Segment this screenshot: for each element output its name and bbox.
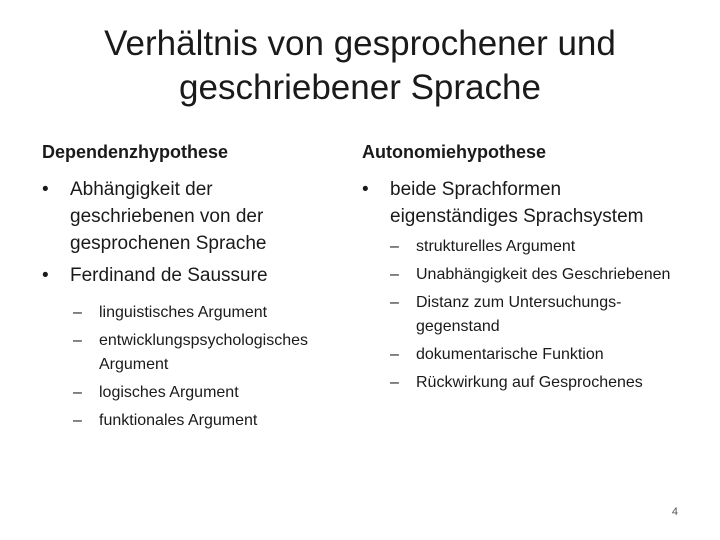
sub-bullet-item [67, 381, 342, 405]
bullet-point: • [42, 265, 49, 286]
bullet-item [42, 176, 342, 257]
bullet-text: Abhängigkeit der geschriebenen von der gesprochenen Sprache [70, 179, 267, 254]
autonomy-hypothesis-heading: Autonomiehypothese [362, 142, 547, 162]
sub-bullet-item [67, 409, 342, 433]
bullet-item [42, 262, 342, 289]
dash-marker: – [73, 384, 82, 401]
autonomy-hypothesis-column [362, 140, 692, 399]
dash-marker: – [390, 346, 399, 363]
sub-bullet-text: linguistisches Argument [99, 304, 268, 321]
sub-bullet-text: entwicklungspsychologisches Argument [99, 332, 308, 373]
dependency-argument-list [67, 301, 342, 433]
sub-bullet-text: strukturelles Argument [416, 238, 576, 255]
sub-bullet-item [67, 301, 342, 325]
bullet-item [362, 176, 692, 230]
bullet-text: Ferdinand de Saussure [70, 265, 268, 286]
sub-bullet-item [384, 371, 692, 395]
sub-bullet-text: dokumentarische Funktion [416, 346, 604, 363]
dash-marker: – [390, 266, 399, 283]
dependency-bullet-list [42, 176, 342, 289]
dash-marker: – [73, 304, 82, 321]
autonomy-bullet-list [362, 176, 692, 230]
sub-bullet-text: funktionales Argument [99, 412, 258, 429]
bullet-point: • [42, 179, 49, 200]
dash-marker: – [390, 294, 399, 311]
sub-bullet-text: Rückwirkung auf Gesprochenes [416, 374, 643, 391]
dash-marker: – [390, 238, 399, 255]
autonomy-argument-list [384, 235, 692, 395]
sub-bullet-item [67, 329, 342, 377]
sub-bullet-text: Distanz zum Untersuchungs-gegenstand [416, 294, 622, 335]
slide-title: Verhältnis von gesprochener und geschriebener Sprache [104, 24, 616, 107]
sub-bullet-text: Unabhängigkeit des Geschriebenen [416, 266, 671, 283]
dependency-hypothesis-column [42, 140, 342, 437]
sub-bullet-item [384, 263, 692, 287]
sub-bullet-item [384, 291, 692, 339]
bullet-point: • [362, 179, 369, 200]
dash-marker: – [73, 332, 82, 349]
dependency-hypothesis-heading: Dependenzhypothese [42, 142, 229, 162]
page-number: 4 [671, 506, 678, 518]
sub-bullet-item [384, 235, 692, 259]
dash-marker: – [73, 412, 82, 429]
bullet-text: beide Sprachformen eigenständiges Sprachsystem [390, 179, 644, 227]
dash-marker: – [390, 374, 399, 391]
sub-bullet-text: logisches Argument [99, 384, 239, 401]
sub-bullet-item [384, 343, 692, 367]
